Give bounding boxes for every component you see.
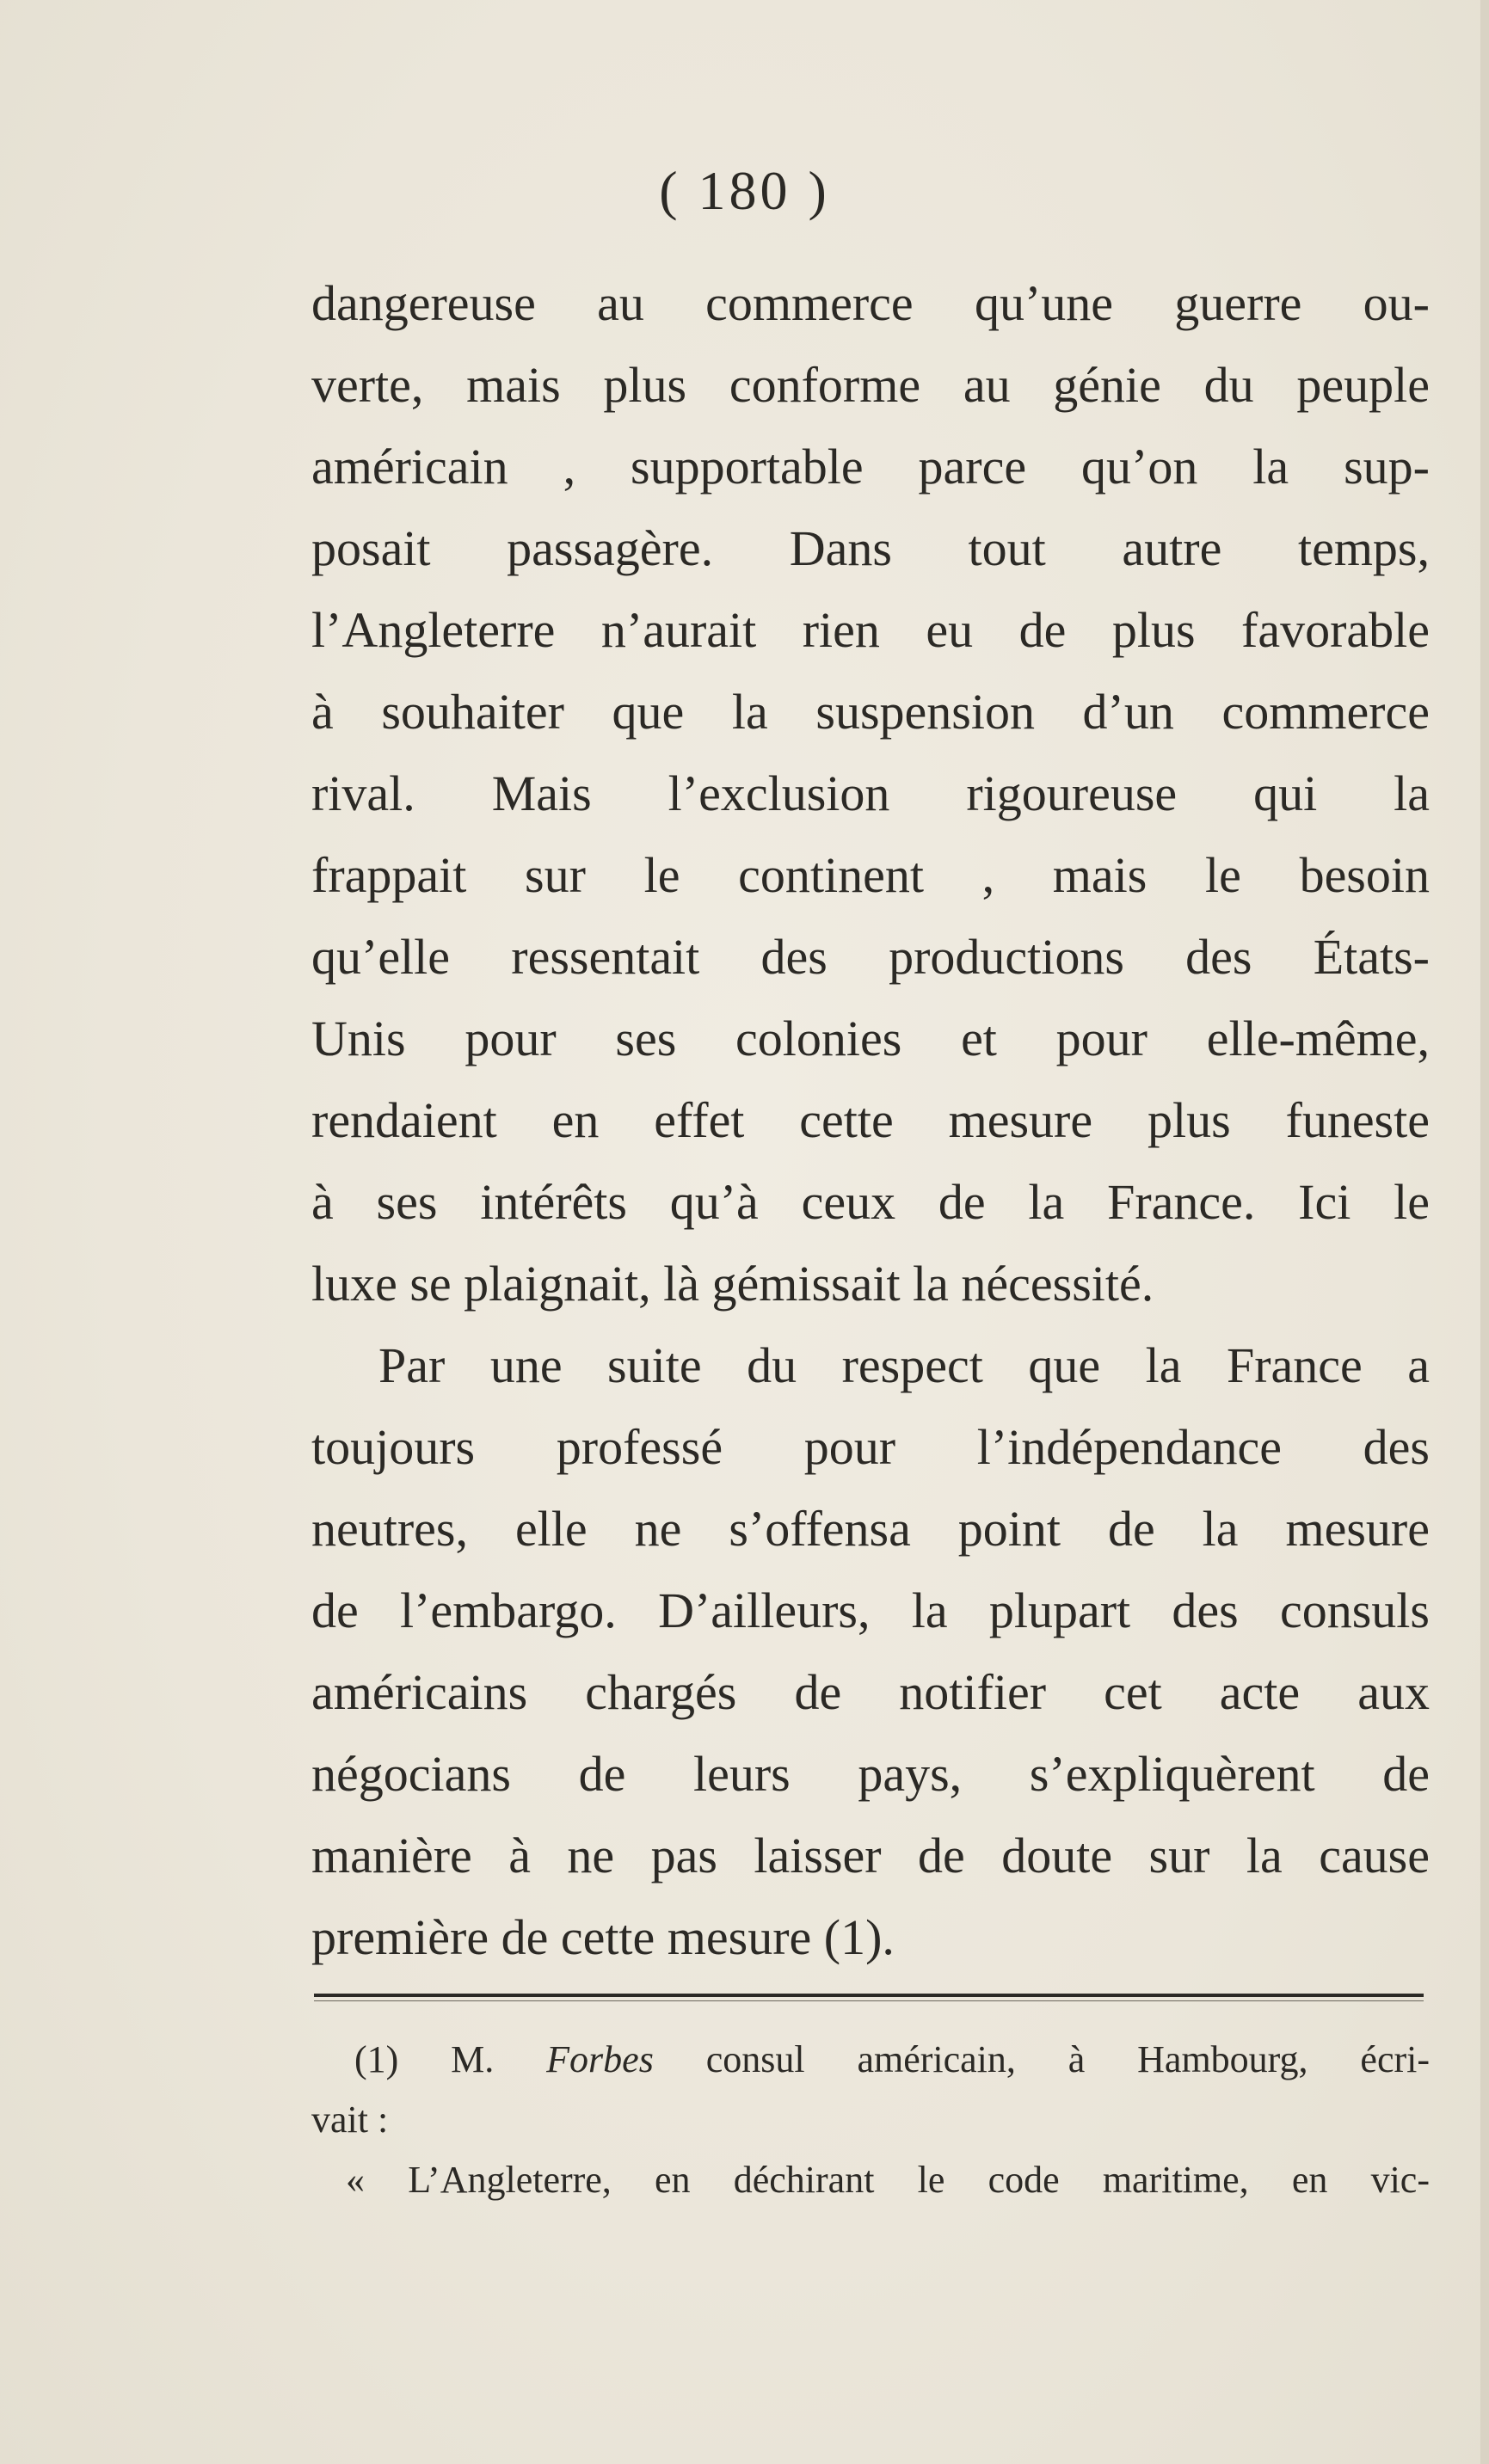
paragraph-end-line: luxe se plaignait, là gémissait la nécessité. bbox=[311, 1256, 1154, 1312]
page-number-header: ( 180 ) bbox=[659, 160, 830, 221]
text-line: américains chargés de notifier cet acte aux bbox=[311, 1664, 1430, 1720]
text-line: manière à ne pas laisser de doute sur la cause bbox=[311, 1828, 1430, 1883]
text-line: de l’embargo. D’ailleurs, la plupart des consuls bbox=[311, 1582, 1430, 1638]
text-line: qu’elle ressentait des productions des États- bbox=[311, 929, 1430, 985]
text-line: dangereuse au commerce qu’une guerre ou- bbox=[311, 275, 1430, 331]
footnote-line: vait : bbox=[311, 2098, 389, 2141]
text-line: rendaient en effet cette mesure plus funeste bbox=[311, 1092, 1430, 1148]
footnote-text: consul américain, à Hambourg, écri- bbox=[705, 2038, 1431, 2080]
text-line: Unis pour ses colonies et pour elle-même, bbox=[311, 1011, 1430, 1066]
text-line: toujours professé pour l’indépendance des bbox=[311, 1419, 1430, 1475]
paragraph-start-line: Par une suite du respect que la France a bbox=[378, 1337, 1430, 1393]
text-line: verte, mais plus conforme au génie du peuple bbox=[311, 357, 1430, 413]
text-line: à souhaiter que la suspension d’un commerce bbox=[311, 684, 1430, 740]
footnote-separator-rule bbox=[314, 1994, 1424, 1997]
text-line: posait passagère. Dans tout autre temps, bbox=[311, 520, 1430, 576]
footnote-marker: (1) M. bbox=[354, 2038, 495, 2080]
footnote-separator-hairline bbox=[314, 2000, 1424, 2001]
text-line: neutres, elle ne s’offensa point de la mesure bbox=[311, 1501, 1430, 1557]
footnote-quote-line: « L’Angleterre, en déchirant le code maritime, en vic- bbox=[346, 2159, 1430, 2201]
text-line: rival. Mais l’exclusion rigoureuse qui la bbox=[311, 765, 1430, 821]
footnote-line bbox=[311, 2030, 1430, 2090]
footnotes bbox=[311, 2030, 1430, 2210]
main-text bbox=[311, 262, 1430, 1978]
text-line: négocians de leurs pays, s’expliquèrent de bbox=[311, 1746, 1430, 1802]
text-line: l’Angleterre n’aurait rien eu de plus favorable bbox=[311, 602, 1430, 658]
text-line: à ses intérêts qu’à ceux de la France. Ici le bbox=[311, 1174, 1430, 1230]
text-line: frappait sur le continent , mais le besoin bbox=[311, 847, 1430, 903]
footnote-person-name: Forbes bbox=[546, 2038, 654, 2080]
paragraph-end-line: première de cette mesure (1). bbox=[311, 1909, 895, 1965]
page-edge bbox=[1480, 0, 1489, 2464]
text-line: américain , supportable parce qu’on la sup- bbox=[311, 439, 1430, 495]
